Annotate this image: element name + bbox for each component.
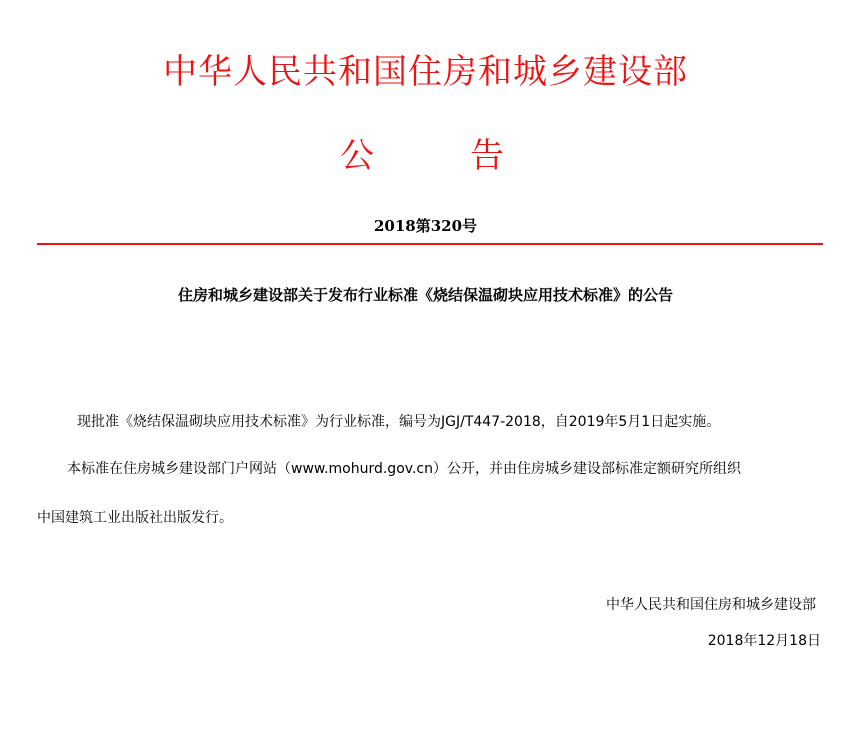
ministry-header: 中华人民共和国住房和城乡建设部: [163, 52, 688, 92]
signature-organization: 中华人民共和国住房和城乡建设部: [606, 597, 816, 613]
header-divider: [37, 243, 823, 245]
document-type-heading: [0, 134, 851, 178]
body-paragraph-2-line-2: 中国建筑工业出版社出版发行。: [37, 510, 233, 526]
document-type-char-2: 告: [470, 136, 504, 176]
document-type-char-1: 公: [340, 136, 374, 176]
notice-title: 住房和城乡建设部关于发布行业标准《烧结保温砌块应用技术标准》的公告: [177, 286, 673, 304]
signature-date: 2018年12月18日: [707, 633, 821, 649]
document-number: 2018第320号: [373, 217, 478, 235]
body-paragraph-2-line-1: 本标准在住房城乡建设部门户网站（www.mohurd.gov.cn）公开，并由住房城乡建设部标准定额研究所组织: [67, 461, 741, 477]
body-paragraph-1: 现批准《烧结保温砌块应用技术标准》为行业标准，编号为JGJ/T447-2018，自2019年5月1日起实施。: [77, 414, 721, 430]
